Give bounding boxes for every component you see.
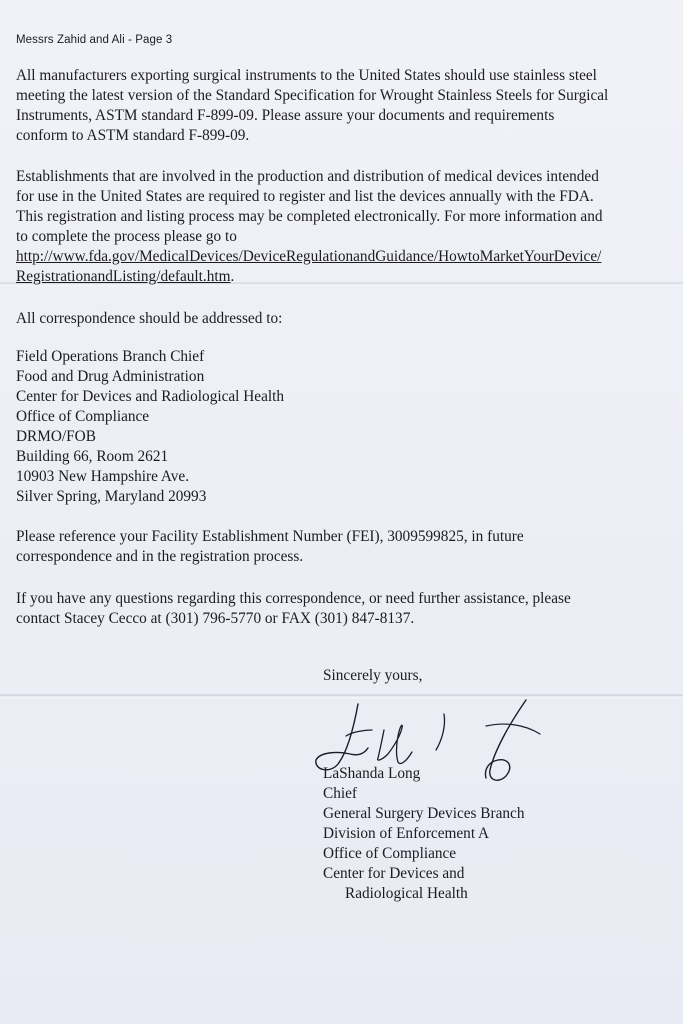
- address-line: Center for Devices and Radiological Health: [16, 388, 285, 405]
- signer-division: Division of Enforcement A: [323, 825, 490, 842]
- signer-name: LaShanda Long: [323, 765, 421, 782]
- mailing-address: [16, 347, 284, 507]
- paragraph-line: Instruments, ASTM standard F-899-09. Please assure your documents and requirements: [16, 107, 555, 124]
- signer-center-cont: Radiological Health: [345, 885, 468, 902]
- address-line: Field Operations Branch Chief: [16, 348, 205, 365]
- page-header: Messrs Zahid and Ali - Page 3: [16, 34, 173, 46]
- address-line: DRMO/FOB: [16, 428, 96, 445]
- paragraph-astm-standard: [16, 66, 678, 146]
- paragraph-fei-reference: [16, 527, 678, 567]
- signature-block: [323, 764, 524, 904]
- paragraph-line: conform to ASTM standard F-899-09.: [16, 127, 250, 144]
- paragraph-line: meeting the latest version of the Standard Specification for Wrought Stainless Steels for Surgical: [16, 87, 609, 104]
- signer-title: Chief: [323, 785, 357, 802]
- paragraph-line: for use in the United States are required to register and list the devices annually with the FDA.: [16, 188, 594, 205]
- fda-link-line: [16, 247, 678, 267]
- address-line: Food and Drug Administration: [16, 368, 205, 385]
- paragraph-line: All manufacturers exporting surgical instruments to the United States should use stainless steel: [16, 67, 597, 84]
- address-line: 10903 New Hampshire Ave.: [16, 468, 190, 485]
- paragraph-contact: [16, 589, 678, 629]
- link-period: .: [230, 268, 235, 285]
- paragraph-line: If you have any questions regarding this correspondence, or need further assistance, please: [16, 590, 571, 607]
- address-line: Building 66, Room 2621: [16, 448, 169, 465]
- signer-office: Office of Compliance: [323, 845, 457, 862]
- paragraph-correspondence-intro: All correspondence should be addressed to:: [16, 310, 283, 327]
- paragraph-line: Please reference your Facility Establishment Number (FEI), 3009599825, in future: [16, 528, 524, 545]
- paragraph-registration: [16, 167, 678, 287]
- fda-registration-link-part1[interactable]: http://www.fda.gov/MedicalDevices/DeviceRegulationandGuidance/HowtoMarketYourDevice/: [16, 248, 602, 265]
- paragraph-line: to complete the process please go to: [16, 228, 237, 245]
- paragraph-line: contact Stacey Cecco at (301) 796-5770 or FAX (301) 847-8137.: [16, 610, 415, 627]
- paragraph-line: Establishments that are involved in the production and distribution of medical devices intended: [16, 168, 599, 185]
- signer-branch: General Surgery Devices Branch: [323, 805, 525, 822]
- fda-registration-link-part2[interactable]: RegistrationandListing/default.htm: [16, 268, 231, 285]
- address-line: Silver Spring, Maryland 20993: [16, 488, 207, 505]
- signer-center: Center for Devices and: [323, 865, 465, 882]
- closing-salutation: Sincerely yours,: [323, 667, 423, 684]
- fda-link-line: [16, 267, 678, 287]
- paragraph-line: This registration and listing process may be completed electronically. For more information and: [16, 208, 603, 225]
- address-line: Office of Compliance: [16, 408, 150, 425]
- paragraph-line: correspondence and in the registration process.: [16, 548, 304, 565]
